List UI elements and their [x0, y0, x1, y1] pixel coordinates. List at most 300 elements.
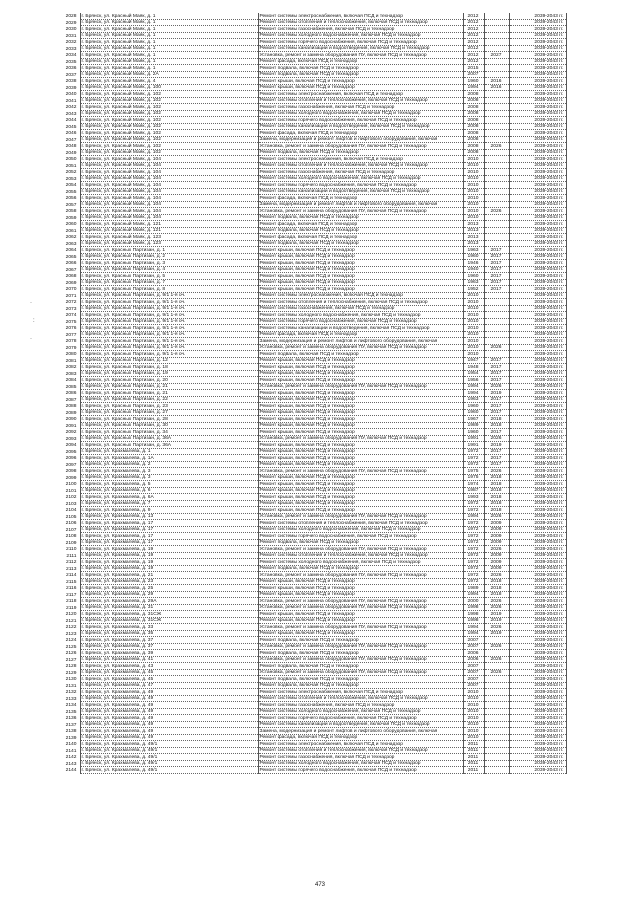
planned-period-cell: 2039-2043 гг.	[509, 286, 566, 293]
row-number: 2104	[65, 508, 77, 513]
planned-period-cell: 2039-2043 гг.	[509, 682, 566, 689]
planned-period-cell: 2039-2043 гг.	[509, 663, 566, 670]
year-done-cell: 2017	[484, 448, 509, 455]
year-done-cell: 2026	[484, 598, 509, 605]
planned-period-cell: 2039-2043 гг.	[509, 175, 566, 182]
year-done-cell: 2027	[484, 52, 509, 59]
address-cell: г. Брянск, ул. Крахмалева, д. 39	[80, 650, 258, 657]
row-number: 2053	[65, 176, 77, 182]
address-cell: г. Брянск, ул. Крахмалева, д. 29	[80, 591, 258, 598]
row-number: 2100	[65, 482, 77, 487]
row-number: 2111	[66, 553, 77, 559]
year-cell: 1963	[463, 396, 484, 403]
work-type-cell: Ремонт крыши, включая ПСД и технадзор	[258, 286, 463, 293]
address-cell: г. Брянск, ул. Крахмалева, д. 2	[80, 461, 258, 468]
work-type-cell: Ремонт крыши, включая ПСД и технадзор	[258, 481, 463, 488]
year-done-cell: 2019	[484, 442, 509, 449]
work-type-cell: Ремонт подвала, включая ПСД и технадзор	[258, 565, 463, 572]
row-number: 2069	[65, 280, 77, 286]
year-cell: 2007	[463, 643, 484, 650]
year-done-cell: 2026	[484, 572, 509, 579]
address-cell: г. Брянск, ул. Крахмалева, д. 37	[80, 637, 258, 644]
work-type-cell: Ремонт системы горячего водоснабжения, включая ПСД и технадзор	[258, 182, 463, 189]
planned-period-cell: 2039-2043 гг.	[509, 468, 566, 475]
year-cell: 1974	[463, 481, 484, 488]
planned-period-cell: 2039-2043 гг.	[509, 45, 566, 52]
planned-period-cell: 2039-2043 гг.	[509, 143, 566, 150]
row-number: 2070	[65, 287, 77, 292]
year-cell: 2010	[463, 305, 484, 312]
address-cell: г. Брянск, ул. Красный Маяк, д. 123	[80, 240, 258, 247]
address-cell: г. Брянск, ул. Красных Партизан, д. 9/1 1-я оч.	[80, 331, 258, 338]
row-number: 2063	[65, 241, 77, 247]
row-number: 2113	[65, 566, 77, 572]
year-done-cell: 2018	[484, 416, 509, 423]
row-number: 2035	[65, 59, 77, 65]
planned-period-cell: 2039-2043 гг.	[509, 396, 566, 403]
planned-period-cell: 2039-2043 гг.	[509, 481, 566, 488]
planned-period-cell: 2039-2043 гг.	[509, 162, 566, 169]
year-cell: 2008	[463, 149, 484, 156]
work-type-cell: Ремонт системы электроснабжения, включая ПСД и технадзор	[258, 13, 463, 19]
work-type-cell: Ремонт крыши, включая ПСД и технадзор	[258, 357, 463, 364]
year-cell: 1960	[463, 409, 484, 416]
address-cell: г. Брянск, ул. Красный Маяк, д. 102	[80, 97, 258, 104]
address-cell: г. Брянск, ул. Крахмалева, д. 31	[80, 604, 258, 611]
address-cell: г. Брянск, ул. Красных Партизан, д. 21	[80, 390, 258, 397]
planned-period-cell: 2039-2043 гг.	[509, 507, 566, 514]
address-cell: г. Брянск, ул. Крахмалева, д. 6	[80, 487, 258, 494]
address-cell: г. Брянск, ул. Красный Маяк, д. 102	[80, 143, 258, 150]
work-type-cell: Ремонт крыши, включая ПСД и технадзор	[258, 409, 463, 416]
planned-period-cell: 2039-2043 гг.	[509, 494, 566, 501]
planned-period-cell: 2039-2043 гг.	[509, 91, 566, 98]
work-type-cell: Ремонт фасада, включая ПСД и технадзор	[258, 734, 463, 741]
row-number: 2086	[65, 391, 77, 396]
row-number: 2130	[65, 677, 77, 682]
work-type-cell: Ремонт крыши, включая ПСД и технадзор	[258, 279, 463, 286]
year-cell: 1967	[463, 416, 484, 423]
year-cell: 2010	[463, 344, 484, 351]
planned-period-cell: 2039-2043 гг.	[509, 539, 566, 546]
address-cell: г. Брянск, ул. Красный Маяк, д. 1	[80, 39, 258, 46]
work-type-cell: Ремонт фасада, включая ПСД и технадзор	[258, 130, 463, 137]
address-cell: г. Брянск, ул. Крахмалева, д. 49/1	[80, 767, 258, 774]
address-cell: г. Брянск, ул. Крахмалева, д. 25	[80, 585, 258, 592]
row-number: 2038	[65, 79, 77, 84]
address-cell: г. Брянск, ул. Крахмалева, д. 35	[80, 630, 258, 637]
row-number: 2127	[65, 657, 77, 663]
work-type-cell: Ремонт системы холодного водоснабжения, включая ПСД и технадзор	[258, 559, 463, 566]
address-cell: г. Брянск, ул. Красных Партизан, д. 27	[80, 409, 258, 416]
planned-period-cell: 2039-2043 гг.	[509, 422, 566, 429]
year-done-cell: 2018	[484, 481, 509, 488]
year-cell: 2010	[463, 351, 484, 358]
address-cell: г. Брянск, ул. Красных Партизан, д. 3	[80, 260, 258, 267]
planned-period-cell: 2039-2043 гг.	[509, 221, 566, 228]
row-number: 2060	[65, 222, 77, 227]
work-type-cell: Ремонт системы холодного водоснабжения, включая ПСД и технадзор	[258, 312, 463, 319]
year-cell: 2013	[463, 234, 484, 241]
year-done-cell: 2017	[484, 409, 509, 416]
work-type-cell: Ремонт системы холодного водоснабжения, включая ПСД и технадзор	[258, 175, 463, 182]
address-cell: г. Брянск, ул. Крахмалева, д. 47	[80, 682, 258, 689]
planned-period-cell: 2039-2043 гг.	[509, 117, 566, 124]
planned-period-cell: 2039-2043 гг.	[509, 136, 566, 143]
year-cell: 2008	[463, 143, 484, 150]
year-cell: 1972	[463, 455, 484, 462]
year-cell: 2008	[463, 91, 484, 98]
year-cell: 1972	[463, 552, 484, 559]
work-type-cell: Ремонт крыши, включая ПСД и технадзор	[258, 260, 463, 267]
work-type-cell: Установка, ремонт и замена оборудования ПУ, включая ПСД и технадзор	[258, 435, 463, 442]
planned-period-cell: 2039-2043 гг.	[509, 357, 566, 364]
work-type-cell: Ремонт системы канализации и водоотведения, включая ПСД и технадзор	[258, 325, 463, 332]
planned-period-cell: 2039-2043 гг.	[509, 195, 566, 202]
year-cell: 2010	[463, 331, 484, 338]
year-cell: 2010	[463, 695, 484, 702]
planned-period-cell: 2039-2043 гг.	[509, 565, 566, 572]
repair-schedule-table-wrap	[58, 13, 566, 774]
table-row	[58, 767, 566, 774]
year-cell: 2012	[463, 45, 484, 52]
work-type-cell: Замена, модернизация и ремонт лифтов и лифтового оборудования, включая	[258, 338, 463, 345]
address-cell: г. Брянск, ул. Крахмалева, д. 17	[80, 539, 258, 546]
row-number: 2028	[65, 14, 77, 19]
work-type-cell: Ремонт подвала, включая ПСД и технадзор	[258, 240, 463, 247]
work-type-cell: Ремонт крыши, включая ПСД и технадзор	[258, 500, 463, 507]
work-type-cell: Ремонт крыши, включая ПСД и технадзор	[258, 585, 463, 592]
year-cell: 2011	[463, 767, 484, 774]
planned-period-cell: 2039-2043 гг.	[509, 266, 566, 273]
year-done-cell: 2026	[484, 208, 509, 215]
row-number: 2118	[65, 599, 77, 604]
row-number: 2076	[65, 326, 77, 331]
year-cell: 1960	[463, 253, 484, 260]
year-done-cell: 2017	[484, 260, 509, 267]
row-number: 2036	[65, 66, 77, 71]
planned-period-cell: 2039-2043 гг.	[509, 331, 566, 338]
year-cell: 1975	[463, 468, 484, 475]
work-type-cell: Замена, модернизация и ремонт лифтов и лифтового оборудования, включая	[258, 728, 463, 735]
work-type-cell: Ремонт крыши, включая ПСД и технадзор	[258, 364, 463, 371]
row-number: 2067	[65, 267, 77, 273]
year-cell: 1994	[463, 390, 484, 397]
row-number: 2143	[65, 761, 77, 767]
planned-period-cell: 2039-2043 гг.	[509, 169, 566, 176]
address-cell: г. Брянск, ул. Красных Партизан, д. 21	[80, 383, 258, 390]
work-type-cell: Ремонт системы газоснабжения, включая ПСД и технадзор	[258, 305, 463, 312]
planned-period-cell: 2039-2043 гг.	[509, 19, 566, 26]
planned-period-cell: 2039-2043 гг.	[509, 214, 566, 221]
planned-period-cell: 2039-2043 гг.	[509, 364, 566, 371]
planned-period-cell: 2039-2043 гг.	[509, 429, 566, 436]
address-cell: г. Брянск, ул. Красных Партизан, д. 4	[80, 266, 258, 273]
work-type-cell: Ремонт фасада, включая ПСД и технадзор	[258, 234, 463, 241]
year-done-cell: 2017	[484, 357, 509, 364]
planned-period-cell: 2039-2043 гг.	[509, 312, 566, 319]
year-cell: 1960	[463, 78, 484, 85]
margin-mark: :	[33, 318, 35, 324]
planned-period-cell: 2039-2043 гг.	[509, 637, 566, 644]
year-cell: 1972	[463, 461, 484, 468]
address-cell: г. Брянск, ул. Красный Маяк, д. 102	[80, 123, 258, 130]
planned-period-cell: 2039-2043 гг.	[509, 546, 566, 553]
year-done-cell: 2017	[484, 403, 509, 410]
address-cell: г. Брянск, ул. Крахмалева, д. 45	[80, 669, 258, 676]
work-type-cell: Ремонт системы электроснабжения, включая ПСД и технадзор	[258, 156, 463, 163]
planned-period-cell: 2039-2043 гг.	[509, 741, 566, 748]
address-cell: г. Брянск, ул. Красный Маяк, д. 1	[80, 13, 258, 19]
row-number: 2102	[65, 495, 77, 500]
work-type-cell: Ремонт подвала, включая ПСД и технадзор	[258, 227, 463, 234]
planned-period-cell: 2039-2043 гг.	[509, 84, 566, 91]
address-cell: г. Брянск, ул. Крахмалева, д. 49	[80, 715, 258, 722]
work-type-cell: Ремонт системы отопления и теплоснабжения, включая ПСД и технадзор	[258, 97, 463, 104]
work-type-cell: Установка, ремонт и замена оборудования ПУ, включая ПСД и технадзор	[258, 468, 463, 475]
address-cell: г. Брянск, ул. Крахмалева, д. 33	[80, 624, 258, 631]
year-cell: 2007	[463, 637, 484, 644]
planned-period-cell: 2039-2043 гг.	[509, 65, 566, 72]
address-cell: г. Брянск, ул. Красный Маяк, д. 102	[80, 149, 258, 156]
year-done-cell: 2009	[484, 539, 509, 546]
address-cell: г. Брянск, ул. Красных Партизан, д. 7	[80, 279, 258, 286]
work-type-cell: Ремонт системы холодного водоснабжения, включая ПСД и технадзор	[258, 32, 463, 39]
address-cell: г. Брянск, ул. Красный Маяк, д. 1	[80, 65, 258, 72]
row-number: 2133	[65, 696, 77, 702]
planned-period-cell: 2039-2043 гг.	[509, 104, 566, 111]
row-number: 2099	[65, 475, 77, 481]
year-done-cell: 2018	[484, 500, 509, 507]
row-number: 2037	[65, 72, 77, 78]
year-cell: 2007	[463, 669, 484, 676]
planned-period-cell: 2039-2043 гг.	[509, 292, 566, 299]
year-done-cell: 2026	[484, 435, 509, 442]
work-type-cell: Ремонт крыши, включая ПСД и технадзор	[258, 422, 463, 429]
row-number: 2033	[65, 46, 77, 52]
year-cell: 2010	[463, 188, 484, 195]
row-number: 2081	[65, 358, 77, 364]
work-type-cell: Ремонт системы горячего водоснабжения, включая ПСД и технадзор	[258, 39, 463, 46]
work-type-cell: Ремонт системы канализации и водоотведения, включая ПСД и технадзор	[258, 45, 463, 52]
address-cell: г. Брянск, ул. Крахмалева, д. 7	[80, 500, 258, 507]
row-number: 2080	[65, 352, 77, 357]
row-number: 2056	[65, 196, 77, 201]
year-cell: 2011	[463, 754, 484, 761]
planned-period-cell: 2039-2043 гг.	[509, 273, 566, 280]
address-cell: г. Брянск, ул. Крахмалева, д. 49	[80, 721, 258, 728]
planned-period-cell: 2039-2043 гг.	[509, 130, 566, 137]
row-number: 2040	[65, 92, 77, 97]
year-cell: 2008	[463, 123, 484, 130]
work-type-cell: Ремонт системы газоснабжения, включая ПСД и технадзор	[258, 169, 463, 176]
year-done-cell: 2018	[484, 585, 509, 592]
year-cell: 2010	[463, 208, 484, 215]
address-cell: г. Брянск, ул. Красный Маяк, д. 104	[80, 156, 258, 163]
address-cell: г. Брянск, ул. Красный Маяк, д. 100	[80, 84, 258, 91]
year-done-cell: 2026	[484, 656, 509, 663]
address-cell: г. Брянск, ул. Крахмалева, д. 49	[80, 734, 258, 741]
address-cell: г. Брянск, ул. Красный Маяк, д. 1	[80, 32, 258, 39]
row-number: 2105	[65, 514, 77, 520]
address-cell: г. Брянск, ул. Красный Маяк, д. 104	[80, 208, 258, 215]
address-cell: г. Брянск, ул. Красный Маяк, д. 102	[80, 104, 258, 111]
work-type-cell: Ремонт системы газоснабжения, включая ПСД и технадзор	[258, 26, 463, 33]
year-cell: 1972	[463, 572, 484, 579]
year-done-cell: 2017	[484, 266, 509, 273]
work-type-cell: Ремонт системы отопления и теплоснабжения, включая ПСД и технадзор	[258, 162, 463, 169]
work-type-cell: Ремонт подвала, включая ПСД и технадзор	[258, 149, 463, 156]
year-cell: 2011	[463, 747, 484, 754]
row-number: 2043	[65, 111, 77, 117]
planned-period-cell: 2039-2043 гг.	[509, 760, 566, 767]
work-type-cell: Ремонт крыши, включая ПСД и технадзор	[258, 455, 463, 462]
year-cell: 1972	[463, 500, 484, 507]
planned-period-cell: 2039-2043 гг.	[509, 591, 566, 598]
planned-period-cell: 2039-2043 гг.	[509, 572, 566, 579]
year-cell: 1972	[463, 539, 484, 546]
planned-period-cell: 2039-2043 гг.	[509, 409, 566, 416]
year-done-cell: 2018	[484, 507, 509, 514]
address-cell: г. Брянск, ул. Крахмалева, д. 41	[80, 656, 258, 663]
work-type-cell: Ремонт крыши, включая ПСД и технадзор	[258, 377, 463, 384]
row-number: 2106	[65, 521, 77, 526]
address-cell: г. Брянск, ул. Красных Партизан, д. 5	[80, 273, 258, 280]
planned-period-cell: 2039-2043 гг.	[509, 604, 566, 611]
planned-period-cell: 2039-2043 гг.	[509, 156, 566, 163]
year-cell: 2013	[463, 240, 484, 247]
year-cell: 1954	[463, 370, 484, 377]
address-cell: г. Брянск, ул. Красный Маяк, д. 1	[80, 45, 258, 52]
address-cell: г. Брянск, ул. Красных Партизан, д. 9/1 1-я оч.	[80, 318, 258, 325]
planned-period-cell: 2039-2043 гг.	[509, 325, 566, 332]
planned-period-cell: 2039-2043 гг.	[509, 656, 566, 663]
page-number: 473	[314, 882, 325, 888]
row-number: 2046	[65, 131, 77, 136]
planned-period-cell: 2039-2043 гг.	[509, 52, 566, 59]
year-cell: 1994	[463, 513, 484, 520]
year-cell: 1989	[463, 422, 484, 429]
year-cell: 2006	[463, 656, 484, 663]
work-type-cell: Ремонт фасада, включая ПСД и технадзор	[258, 221, 463, 228]
year-cell: 2010	[463, 318, 484, 325]
year-done-cell: 2016	[484, 84, 509, 91]
planned-period-cell: 2039-2043 гг.	[509, 383, 566, 390]
year-cell: 1963	[463, 247, 484, 254]
work-type-cell: Установка, ремонт и замена оборудования ПУ, включая ПСД и технадзор	[258, 52, 463, 59]
row-number: 2126	[65, 651, 77, 656]
address-cell: г. Брянск, ул. Красных Партизан, д. 9/1 1-я оч.	[80, 292, 258, 299]
work-type-cell: Ремонт крыши, включая ПСД и технадзор	[258, 448, 463, 455]
year-cell: 2010	[463, 689, 484, 696]
planned-period-cell: 2039-2043 гг.	[509, 448, 566, 455]
address-cell: г. Брянск, ул. Красных Партизан, д. 9/1 1-я оч.	[80, 312, 258, 319]
year-cell: 1998	[463, 604, 484, 611]
address-cell: г. Брянск, ул. Красный Маяк, д. 2А	[80, 71, 258, 78]
address-cell: г. Брянск, ул. Крахмалева, д. 49	[80, 689, 258, 696]
work-type-cell: Установка, ремонт и замена оборудования ПУ, включая ПСД и технадзор	[258, 383, 463, 390]
year-cell: 2012	[463, 58, 484, 65]
address-cell: г. Брянск, ул. Красных Партизан, д. 36А	[80, 435, 258, 442]
row-number: 2042	[65, 105, 77, 110]
address-cell: г. Брянск, ул. Красных Партизан, д. 2	[80, 253, 258, 260]
year-done-cell: 2017	[484, 247, 509, 254]
row-number: 2072	[65, 300, 77, 305]
year-done-cell: 2017	[484, 364, 509, 371]
planned-period-cell: 2039-2043 гг.	[509, 149, 566, 156]
row-number: 2082	[65, 365, 77, 370]
address-cell: г. Брянск, ул. Красный Маяк, д. 121	[80, 227, 258, 234]
year-cell: 2008	[463, 104, 484, 111]
year-cell: 1991	[463, 435, 484, 442]
planned-period-cell: 2039-2043 гг.	[509, 390, 566, 397]
work-type-cell: Ремонт крыши, включая ПСД и технадзор	[258, 253, 463, 260]
planned-period-cell: 2039-2043 гг.	[509, 97, 566, 104]
work-type-cell: Ремонт системы отопления и теплоснабжения, включая ПСД и технадзор	[258, 747, 463, 754]
address-cell: г. Брянск, ул. Красный Маяк, д. 102	[80, 110, 258, 117]
address-cell: г. Брянск, ул. Красный Маяк, д. 123	[80, 234, 258, 241]
planned-period-cell: 2039-2043 гг.	[509, 377, 566, 384]
address-cell: г. Брянск, ул. Крахмалева, д. 1	[80, 448, 258, 455]
planned-period-cell: 2039-2043 гг.	[509, 715, 566, 722]
planned-period-cell: 2039-2043 гг.	[509, 188, 566, 195]
work-type-cell: Ремонт подвала, включая ПСД и технадзор	[258, 637, 463, 644]
address-cell: г. Брянск, ул. Крахмалева, д. 17	[80, 526, 258, 533]
year-done-cell: 2017	[484, 279, 509, 286]
planned-period-cell: 2039-2043 гг.	[509, 559, 566, 566]
year-cell: 2012	[463, 52, 484, 59]
year-done-cell: 2018	[484, 494, 509, 501]
work-type-cell: Ремонт подвала, включая ПСД и технадзор	[258, 663, 463, 670]
work-type-cell: Ремонт подвала, включая ПСД и технадзор	[258, 214, 463, 221]
planned-period-cell: 2039-2043 гг.	[509, 611, 566, 618]
year-done-cell: 2016	[484, 78, 509, 85]
planned-period-cell: 2039-2043 гг.	[509, 708, 566, 715]
year-done-cell: 2018	[484, 591, 509, 598]
address-cell: г. Брянск, ул. Красных Партизан, д. 20	[80, 377, 258, 384]
address-cell: г. Брянск, ул. Красный Маяк, д. 104	[80, 175, 258, 182]
year-cell: 1972	[463, 533, 484, 540]
year-cell: 2010	[463, 721, 484, 728]
work-type-cell: Ремонт системы отопления и теплоснабжения, включая ПСД и технадзор	[258, 19, 463, 26]
year-cell: 1994	[463, 591, 484, 598]
year-cell: 2007	[463, 663, 484, 670]
address-cell: г. Брянск, ул. Крахмалева, д. 49/1	[80, 760, 258, 767]
work-type-cell: Ремонт системы канализации и водоотведения, включая ПСД и технадзор	[258, 123, 463, 130]
address-cell: г. Брянск, ул. Красных Партизан, д. 9/1 1-я оч.	[80, 299, 258, 306]
address-cell: г. Брянск, ул. Крахмалева, д. 45	[80, 676, 258, 683]
row-number: 2092	[65, 430, 77, 435]
row-number: 2091	[65, 423, 77, 429]
planned-period-cell: 2039-2043 гг.	[509, 370, 566, 377]
row-number: 2097	[65, 462, 77, 468]
planned-period-cell: 2039-2043 гг.	[509, 305, 566, 312]
work-type-cell: Ремонт системы холодного водоснабжения, включая ПСД и технадзор	[258, 760, 463, 767]
year-cell: 2012	[463, 32, 484, 39]
row-number: 2108	[65, 534, 77, 539]
planned-period-cell: 2039-2043 гг.	[509, 455, 566, 462]
planned-period-cell: 2039-2043 гг.	[509, 78, 566, 85]
address-cell: г. Брянск, ул. Красных Партизан, д. 23	[80, 403, 258, 410]
year-done-cell: 2017	[484, 377, 509, 384]
work-type-cell: Установка, ремонт и замена оборудования ПУ, включая ПСД и технадзор	[258, 669, 463, 676]
work-type-cell: Замена, модернизация и ремонт лифтов и лифтового оборудования, включая	[258, 201, 463, 208]
year-done-cell: 2018	[484, 474, 509, 481]
year-cell: 1972	[463, 507, 484, 514]
row-number: 2050	[65, 157, 77, 162]
address-cell: г. Брянск, ул. Красных Партизан, д. 9/1 1-я оч.	[80, 305, 258, 312]
year-done-cell: 2017	[484, 370, 509, 377]
